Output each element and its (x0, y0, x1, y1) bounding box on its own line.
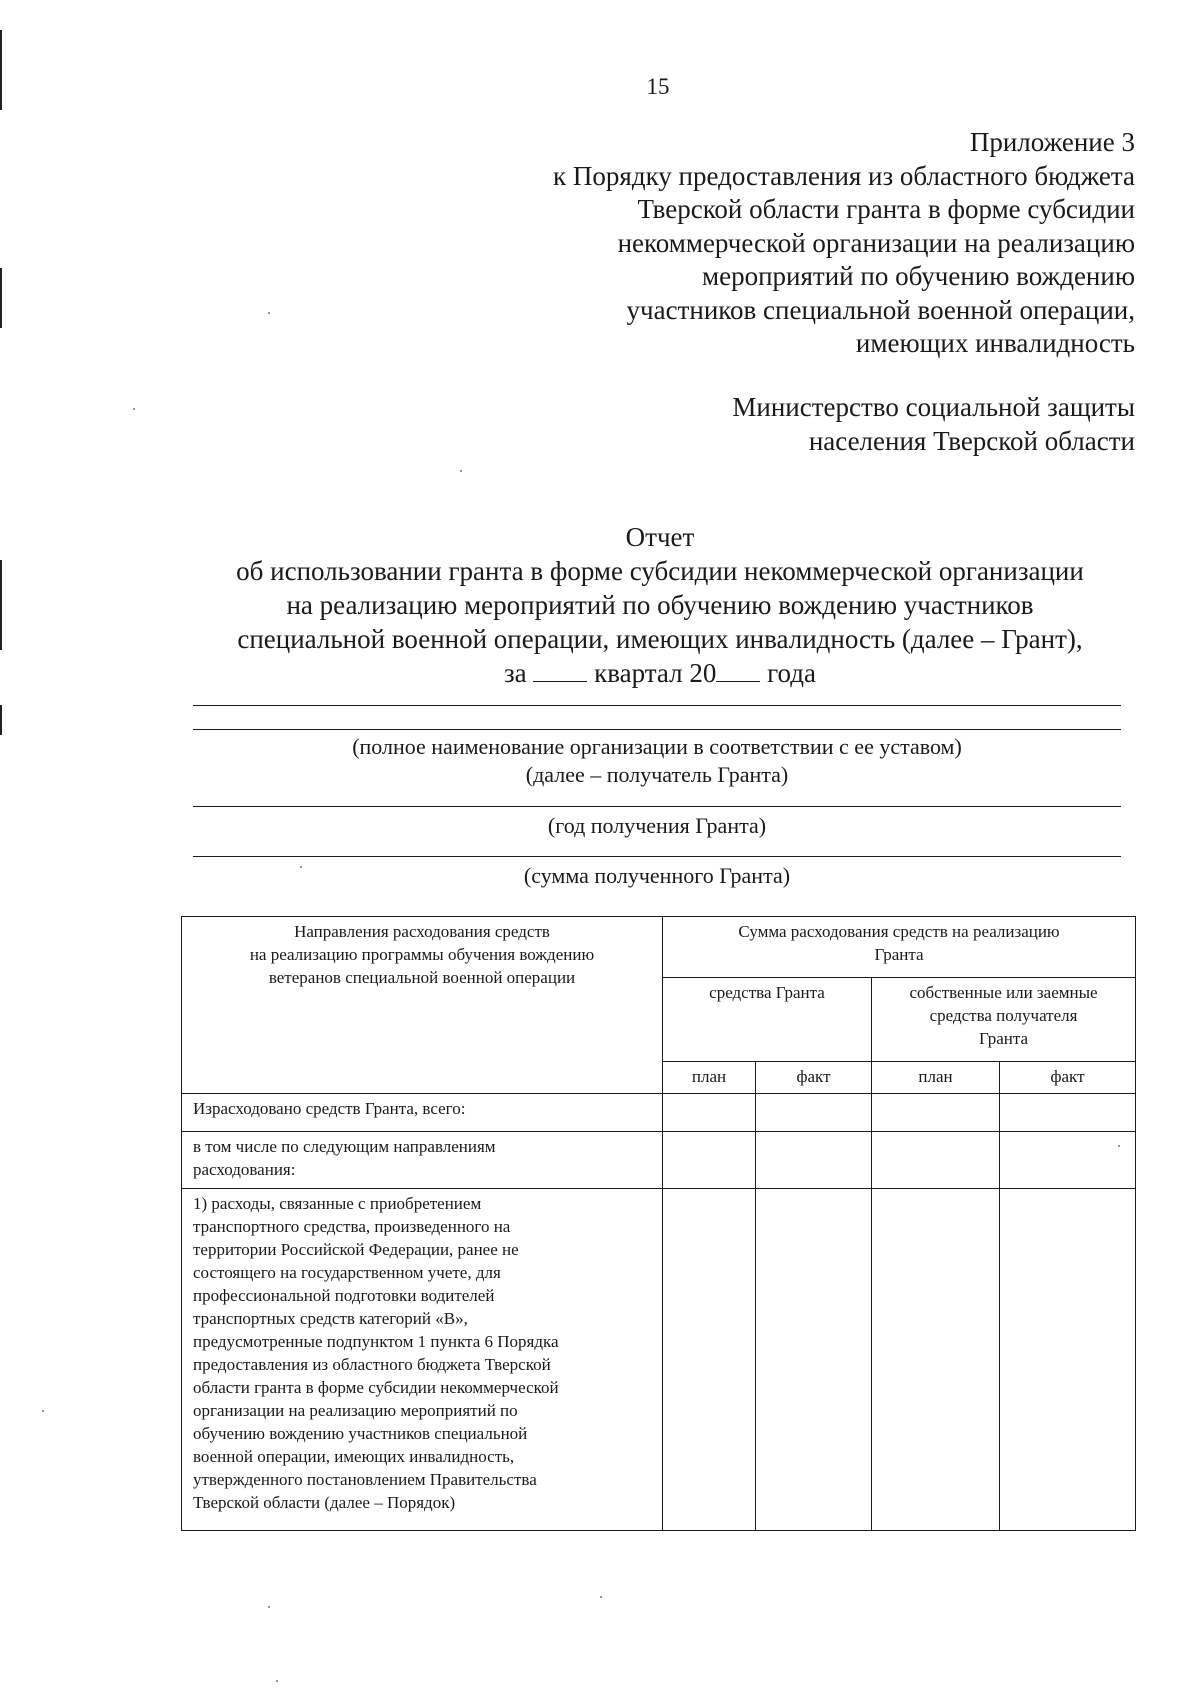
scan-speck (42, 1410, 44, 1412)
period-middle: квартал 20 (594, 658, 717, 688)
directions-header-line: Направления расходования средств (294, 922, 550, 941)
appendix-line: Тверской области гранта в форме субсидии (637, 194, 1135, 224)
row-label-line: территории Российской Федерации, ранее не (193, 1240, 519, 1259)
table-row (182, 1132, 1136, 1189)
appendix-header (435, 126, 1135, 361)
row-label-line: транспортного средства, произведенного на (193, 1217, 511, 1236)
scan-speck (133, 408, 135, 410)
row-label-line: предоставления из областного бюджета Тверской (193, 1355, 551, 1374)
directions-header-cell (182, 917, 663, 1094)
own-funds-header-line: Гранта (978, 1029, 1029, 1048)
grant-fact-cell[interactable] (756, 1094, 872, 1132)
recipient-caption: (далее – получатель Гранта) (525, 762, 789, 787)
row-label-line: профессиональной подготовки водителей (193, 1286, 495, 1305)
table-row (182, 1094, 1136, 1132)
row-label-line: Тверской области (далее – Порядок) (193, 1493, 456, 1512)
ministry-line: населения Тверской области (808, 426, 1135, 456)
scan-speck (268, 1606, 270, 1608)
directions-header-line: на реализацию программы обучения вождению (249, 945, 595, 964)
report-title-line: об использовании гранта в форме субсидии некоммерческой организации (236, 556, 1084, 586)
scan-speck (268, 312, 270, 314)
directions-header-line: ветеранов специальной военной операции (268, 968, 576, 987)
sum-header-cell (663, 917, 1136, 978)
row-label-line: транспортных средств категорий «В», (193, 1309, 468, 1328)
own-fact-cell[interactable] (1000, 1132, 1136, 1189)
row-label-line: утвержденного постановлением Правительства (193, 1470, 537, 1489)
own-fact-cell[interactable] (1000, 1189, 1136, 1531)
appendix-line: имеющих инвалидность (855, 328, 1135, 358)
scan-speck (460, 470, 462, 472)
ministry-line: Министерство социальной защиты (732, 392, 1135, 422)
grant-amount-blank-line[interactable] (193, 856, 1121, 857)
report-heading: Отчет (625, 522, 695, 552)
own-plan-cell[interactable] (872, 1189, 1000, 1531)
table-header-row (182, 917, 1136, 978)
appendix-line: участников специальной военной операции, (626, 294, 1135, 325)
own-plan-cell[interactable] (872, 1094, 1000, 1132)
appendix-line: мероприятий по обучению вождению (702, 261, 1135, 291)
grant-fact-cell[interactable] (756, 1189, 872, 1531)
own-funds-header-line: собственные или заемные (909, 983, 1098, 1002)
period-suffix: года (767, 658, 816, 688)
report-period-line (180, 656, 1140, 690)
fact-header-cell: факт (1000, 1062, 1136, 1094)
scan-speck (276, 1680, 278, 1682)
row-label-line: области гранта в форме субсидии некоммерческой (193, 1378, 559, 1397)
row-label-line: организации на реализацию мероприятий по (193, 1401, 518, 1420)
grant-year-blank-line[interactable] (193, 806, 1121, 807)
plan-header-cell: план (872, 1062, 1000, 1094)
report-title-line: на реализацию мероприятий по обучению вождению участников (286, 590, 1034, 620)
scan-edge-mark (0, 268, 2, 328)
own-plan-cell[interactable] (872, 1132, 1000, 1189)
report-title-line: специальной военной операции, имеющих инвалидность (далее – Грант), (237, 624, 1083, 654)
grant-year-caption: (год получения Гранта) (547, 813, 767, 838)
row-label-line: 1) расходы, связанные с приобретением (193, 1194, 482, 1213)
appendix-line: Приложение 3 (969, 127, 1135, 157)
row-label-line: состоящего на государственном учете, для (193, 1263, 501, 1282)
row-label-line: Израсходовано средств Гранта, всего: (193, 1099, 466, 1118)
sum-header-line: Сумма расходования средств на реализацию (738, 922, 1060, 941)
grant-fact-cell[interactable] (756, 1132, 872, 1189)
expenditure-table (181, 916, 1136, 1531)
appendix-line: к Порядку предоставления из областного бюджета (553, 160, 1135, 191)
scan-edge-mark (0, 560, 2, 650)
ministry-addressee (435, 390, 1135, 458)
grant-amount-caption: (сумма полученного Гранта) (523, 863, 791, 888)
row-label-cell (182, 1094, 663, 1132)
quarter-blank[interactable] (533, 659, 587, 682)
org-name-blank-line[interactable] (193, 705, 1121, 706)
org-name-blank-line[interactable] (193, 729, 1121, 730)
table-row (182, 1189, 1136, 1531)
row-label-cell (182, 1189, 663, 1531)
own-funds-header-line: средства получателя (929, 1006, 1078, 1025)
period-prefix: за (504, 658, 527, 688)
row-label-line: предусмотренные подпунктом 1 пункта 6 Порядка (193, 1332, 559, 1351)
org-name-caption: (полное наименование организации в соответствии с ее уставом) (352, 734, 962, 759)
grant-funds-header-cell: средства Гранта (663, 978, 872, 1062)
sum-header-line: Гранта (874, 945, 924, 964)
grant-plan-cell[interactable] (663, 1189, 756, 1531)
report-title (180, 520, 1140, 690)
year-blank[interactable] (716, 659, 760, 682)
grant-plan-cell[interactable] (663, 1094, 756, 1132)
own-funds-header-cell (872, 978, 1136, 1062)
own-fact-cell[interactable] (1000, 1094, 1136, 1132)
row-label-line: обучению вождению участников специальной (193, 1424, 528, 1443)
row-label-cell (182, 1132, 663, 1189)
plan-header-cell: план (663, 1062, 756, 1094)
row-label-line: военной операции, имеющих инвалидность, (193, 1447, 515, 1466)
page-number: 15 (646, 74, 670, 99)
scan-speck (600, 1596, 602, 1598)
appendix-line: некоммерческой организации на реализацию (617, 227, 1135, 258)
row-label-line: в том числе по следующим направлениям (193, 1137, 496, 1156)
grant-plan-cell[interactable] (663, 1132, 756, 1189)
fact-header-cell: факт (756, 1062, 872, 1094)
scan-edge-mark (0, 705, 2, 735)
row-label-line: расходования: (193, 1160, 296, 1179)
